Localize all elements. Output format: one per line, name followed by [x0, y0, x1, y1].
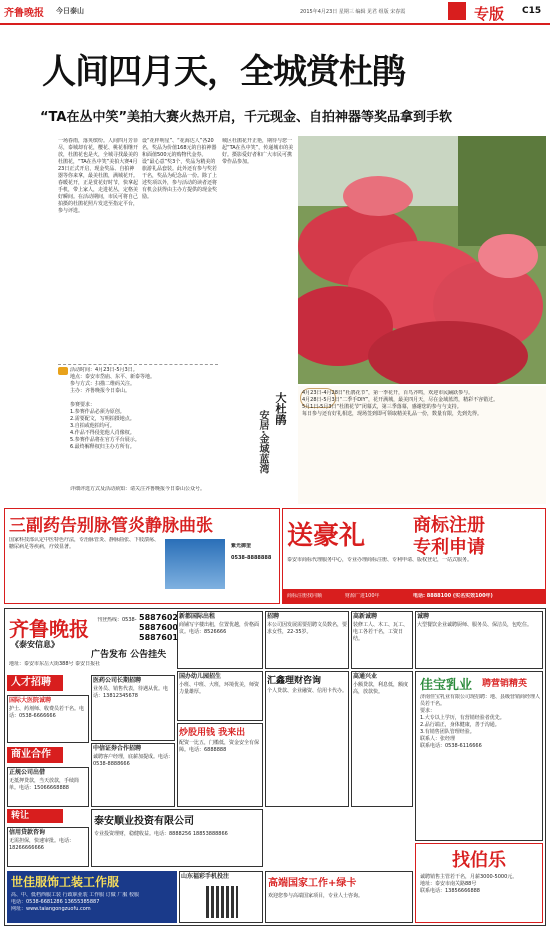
phone-1: 5887602: [139, 613, 178, 622]
ad-4: [351, 611, 413, 669]
ad-trademark-footer: [283, 589, 546, 604]
ad-13-title: 高通兴业: [353, 673, 378, 680]
ad-0-title: 国际大医院诚聘: [9, 697, 52, 704]
newspaper-logo: 齐鲁晚报: [4, 8, 44, 19]
header-red-tab: [448, 2, 466, 20]
ad-6: [177, 671, 263, 721]
ad-trademark-t3: 专利申请: [413, 537, 485, 558]
ad-6-title: 国办幼儿园招生: [179, 673, 222, 680]
ad-11-body: 专业投资理财，稳健收益。电话：8888256 18853888866: [94, 831, 228, 837]
ad-10: [91, 743, 175, 807]
ad-jiabao: [415, 671, 543, 841]
side-label-2: 安居·金域蓝湾: [257, 410, 268, 474]
bole-title: 找伯乐: [452, 850, 506, 871]
ad-9-body: 无需担保，快速审批。电话：18266666666: [9, 838, 75, 851]
ad-2-title: 新都国际出租: [179, 613, 216, 620]
ad-7: [177, 723, 263, 807]
phone-3: 5887601: [139, 633, 178, 642]
hotline-label: 刊登热线：0538-: [97, 617, 137, 623]
jiabao-brand: 佳宝乳业: [420, 678, 473, 693]
subheadline: “TA在丛中笑”美拍大赛火热开启，千元现金、自拍神器等奖品拿到手软: [40, 110, 453, 125]
side-note-frame: [298, 386, 546, 504]
ad-3-body: 本公司因发展需要招聘文员数名，要求女性，22-35岁。: [267, 622, 348, 635]
ad-10-body: 诚聘客户经理，底薪加提成。电话：0538-8888666: [93, 754, 174, 767]
header-rule: [0, 23, 550, 25]
jiabao-body: 济南佳宝乳业有限公司现招聘：地、县级营销商经理人员若干名。 要求： 1.大专以上学历，有营销经验者优先。 2.品行端正，身体健康，善于沟通。 3.有销售团队管理经验。 联系人：张经理 联系电话：0538-6116666: [420, 694, 540, 749]
side-label-1: 大杜鹃: [274, 392, 287, 425]
article-col3: 城区杜鹃花开正艳，期待与您一起“TA在丛中笑”，传递城市的美好。摄影爱好者和广大市民可携带作品参加。: [222, 138, 294, 165]
flower-illustration: [298, 136, 546, 384]
shijia-body: 高、中、低档西服工装 行政职业装 工作服 订做 厂服 校服: [11, 892, 139, 898]
ad-trademark-gift: 送豪礼: [287, 521, 366, 551]
ad-vascular-body: 国家科技部认定中医特色疗法，专治脉管炎、静脉曲张、下肢溃疡、糖尿病足等疾病，疗效显著。: [9, 537, 159, 550]
header-meta: 2015年4月23日 星期三 编辑 见君 组版 宋春霞: [300, 9, 406, 15]
ad-lottery: [179, 871, 263, 923]
ad-8-body: 无抵押贷款，当天放款，手续简单。电话：15066668888: [9, 778, 80, 791]
phone-2: 5887600: [139, 623, 178, 632]
ad-12-title: 汇鑫理财咨询: [267, 676, 322, 686]
lottery-title: 山东福彩手机投注: [181, 873, 230, 880]
ad-7-title: 炒股用钱 我来出: [179, 728, 246, 738]
section-tagline: 今日泰山: [56, 7, 84, 15]
qr-code-icon: [206, 886, 238, 918]
class-logo-sub: 《泰安信息》: [11, 640, 59, 649]
jiabao-sub: 聘营销精英: [482, 679, 528, 689]
footer-phone: 电话: 8888100 (实名实效100年): [413, 593, 493, 599]
shijia-phone: 电话：0538-6681286 13655385887: [11, 899, 100, 905]
ad-greencard: [265, 871, 413, 923]
classifieds-area: [4, 608, 546, 926]
ad-11-title: 泰安顺业投资有限公司: [94, 816, 194, 827]
ad-8: [7, 767, 89, 807]
shijia-web: 网址：www.taiangongzuofu.com: [11, 906, 91, 912]
ad-9: [7, 827, 89, 867]
article-col2: 设“花样明星”、“花海达人”各20名，奖品为价值168元的自拍神器和面值500元的购物代金券。设“最心意”奖3个，奖品为精美的旅游礼品套装。此外还有参与奖若干名，奖品为纪念品一份。除了上述奖项以外，参与活动的读者还将有机会获得由主办方提供的现金奖励。: [142, 138, 218, 200]
cat-transfer: 转让: [7, 809, 63, 823]
ad-trademark: [282, 508, 546, 604]
ad-9-title: 信用贷款咨询: [9, 829, 46, 836]
ad-2: [177, 611, 263, 669]
section-title: 专版: [474, 5, 505, 23]
azalea-photo: [298, 136, 546, 384]
ad-5-title: 诚聘: [417, 613, 430, 620]
side-note: 4月23日-4月28日“杜鹃花节”，第一季花开，百鸟齐鸣，欢迎市民踊跃参与。 4月28日-5月3日“二季手DIY”，花开满城，最美四月天，尽在金域蓝湾，精彩不容错过。 5月1日-5月3日“杜鹃花节”闭幕式，第三季落幕，感谢您的参与与支持。 每日参与还有好礼相送，现场签到即可领取精美礼品一份，数量有限，先到先得。: [302, 390, 499, 417]
ad-6-body: 小班、中班、大班，环境优美，师资力量雄厚。: [179, 682, 260, 695]
ad-trademark-t2: 商标注册: [413, 515, 485, 536]
page-header: [0, 0, 550, 22]
ad-10-title: 中信证券合作招聘: [93, 745, 142, 752]
ad-12: [265, 671, 349, 807]
greencard-title: 高端国家工作+绿卡: [268, 878, 357, 889]
footer-2: 财源广进100年: [345, 593, 380, 599]
cat-recruit: 人才招聘: [7, 675, 63, 691]
rules-box: [58, 364, 218, 484]
ad-3-title: 招聘: [267, 613, 280, 620]
ad-1-body: 业务员、销售代表，待遇从优。电话：13812345678: [93, 686, 169, 699]
ad-1-title: 医药公司长期招聘: [93, 677, 142, 684]
ad-13-body: 小额贷款，利息低，额度高，放款快。: [353, 682, 409, 695]
ad-7-body: 配资一比五，门槛低，资金安全有保障。电话：6888888: [179, 740, 260, 753]
ad-11: [91, 809, 263, 867]
ad-vascular: [4, 508, 280, 604]
ad-2-body: 商铺写字楼出租，位置优越，价格面议。电话：8526666: [179, 622, 260, 635]
shijia-title: 世佳服饰工装工作服: [11, 875, 120, 889]
ad-4-body: 装修工人、木工、瓦工、电工各若干名，工资日结。: [353, 622, 409, 642]
bole-body: 诚聘销售主管若干名，月薪3000-5000元。 地址：泰安市南关路88号 联系电话：13856666888: [420, 874, 518, 894]
ad-0: [7, 695, 89, 743]
class-address: 地址：泰安市东岳大街388号 泰安日报社: [9, 661, 101, 667]
ad-3: [265, 611, 349, 669]
ad-1: [91, 675, 175, 741]
class-logo-block: [7, 611, 177, 671]
article-col1: 一场春雨，落英缤纷。人间四月芳菲尽，泰城却有花，樱花、桃花相继开放，杜鹃花也是火，全城寻找最美的杜鹃花，“TA在丛中笑”美拍大赛4月23日正式开启，现金奖品、自拍神器等你来拿，最美杜鹃，满城花开。春暖花开，正是赏花好时节，快拿起手机，带上家人，走进花丛，定格美好瞬间。在活动期间，市民可将自己拍摄的杜鹃花照片发送至指定平台，参与评选。: [58, 138, 138, 214]
greencard-body: 欢迎您参与高端国家项目，专业人士咨询。: [268, 893, 364, 899]
ad-trademark-body: 泰安市商标代理服务中心，专业办理商标注册、专利申请、版权登记，一站式服务。: [287, 557, 473, 563]
ad-shijia: [7, 871, 177, 923]
rules-text: 活动时间：4月23日-5月3日。 地点：泰安市岱庙、东平、新泰等地。 参与方式：扫描二维码关注。 主办：齐鲁晚报今日泰山。 参赛要求： 1.参赛作品必须为原创。 2.需要配文，写明拍摄地点。 3.自拍或他拍均可。 4.作品不得侵犯他人肖像权。 5.参赛作品将在官方平台展示。 6.最终解释权归主办方所有。: [70, 367, 156, 450]
ad-13: [351, 671, 413, 807]
megaphone-icon: [58, 367, 68, 375]
ad-4-title: 高新诚聘: [353, 613, 378, 620]
ad-vascular-phone: 0538-8888888: [231, 555, 272, 561]
ad-5: [415, 611, 543, 669]
headline: 人间四月天，全城赏杜鹃: [42, 52, 405, 92]
class-logo: 齐鲁晚报: [9, 617, 89, 641]
cat-business: 商业合作: [7, 747, 63, 763]
ad-5-body: 大型餐饮企业诚聘厨师、服务员、保洁员，包吃住。: [417, 622, 533, 628]
page-number: C15: [522, 6, 542, 16]
ad-bole: [415, 843, 543, 923]
rules-footer: 详细评选方式及活动须知：请关注齐鲁晚报今日泰山公众号。: [70, 486, 206, 492]
calligraphy-panel: [246, 386, 296, 496]
ad-12-body: 个人贷款、企业融资、信用卡代办。: [267, 688, 348, 694]
ad-8-title: 正规公司出借: [9, 769, 46, 776]
ad-0-body: 护士、药剂师、收费员若干名。电话：0538-6666666: [9, 706, 85, 719]
footer-1: 商标注册找同顺: [287, 593, 323, 599]
class-header-title: 广告发布 公告挂失: [91, 650, 167, 660]
ad-vascular-title: 三副药告别脉管炎静脉曲张: [9, 516, 213, 536]
product-box: [165, 539, 225, 589]
ad-vascular-brand: 紫光御奎: [231, 543, 252, 549]
